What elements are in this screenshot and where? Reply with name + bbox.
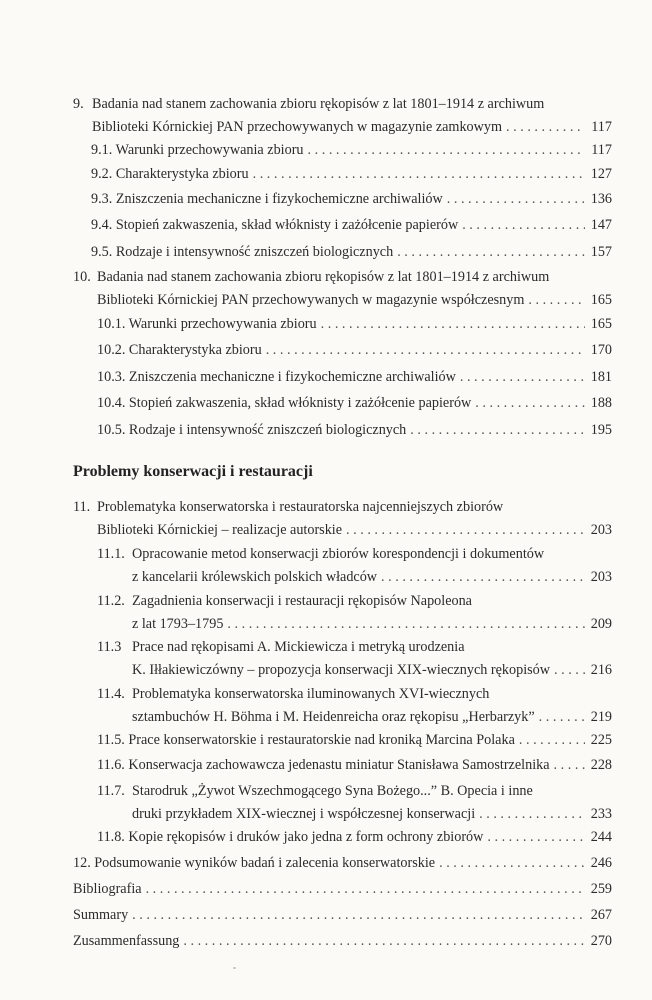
- dot-leader: [253, 163, 585, 186]
- entry-number: 9.: [73, 96, 84, 112]
- page-number: 203: [590, 522, 612, 538]
- toc-entry-10-3: [97, 366, 612, 389]
- toc-entry-bibliography: [73, 878, 612, 901]
- entry-title: 9.5. Rodzaje i intensywność zniszczeń biologicznych: [91, 244, 394, 260]
- dot-leader: [146, 878, 585, 901]
- entry-number: 11.4.: [97, 686, 125, 702]
- entry-title: 9.2. Charakterystyka zbioru: [91, 166, 249, 182]
- entry-title-line1: Problematyka konserwatorska i restauratorska najcenniejszych zbiorów: [97, 499, 504, 515]
- entry-title-line1: Opracowanie metod konserwacji zbiorów korespondencji i dokumentów: [132, 546, 545, 562]
- entry-title: 10.4. Stopień zakwaszenia, skład włóknisty i zażółcenie papierów: [97, 395, 472, 411]
- entry-title-line2: sztambuchów H. Böhma i M. Heidenreicha oraz rękopisu „Herbarzyk”: [132, 709, 535, 725]
- toc-entry-9-3: [91, 188, 612, 211]
- entry-number: 11.: [73, 499, 91, 515]
- toc-entry-11: [73, 496, 612, 542]
- dot-leader: [539, 706, 585, 729]
- entry-title-line2: K. Iłłakiewiczówny – propozycja konserwacji XIX-wiecznych rękopisów: [132, 662, 550, 678]
- entry-title-line2: druki przykładem XIX-wiecznej i współczesnej konserwacji: [132, 806, 476, 822]
- page-number: 270: [590, 933, 612, 949]
- entry-number: 11.2.: [97, 593, 125, 609]
- entry-title: 9.1. Warunki przechowywania zbioru: [91, 142, 304, 158]
- entry-number: 11.1.: [97, 546, 125, 562]
- dot-leader: [266, 339, 585, 362]
- dot-leader: [487, 826, 584, 849]
- dot-leader: [475, 392, 584, 415]
- paper-speck: [233, 967, 236, 969]
- dot-leader: [528, 289, 584, 312]
- dot-leader: [460, 366, 585, 389]
- entry-title: 12. Podsumowanie wyników badań i zalecenia konserwatorskie: [73, 855, 436, 871]
- toc-entry-10-1: [97, 313, 612, 336]
- toc-entry-11-7: [97, 780, 612, 826]
- toc-entry-summary: [73, 904, 612, 927]
- entry-title: 9.3. Zniszczenia mechaniczne i fizykochemiczne archiwaliów: [91, 191, 443, 207]
- page-number: 136: [590, 191, 612, 207]
- dot-leader: [519, 729, 585, 752]
- page-number: 157: [590, 244, 612, 260]
- page-number: 244: [590, 829, 612, 845]
- dot-leader: [554, 659, 585, 682]
- entry-title: 11.6. Konserwacja zachowawcza jedenastu miniatur Stanisława Samostrzelnika: [97, 757, 550, 773]
- toc-entry-9-5: [91, 241, 612, 264]
- toc-entry-10: [73, 266, 612, 312]
- dot-leader: [183, 930, 584, 953]
- dot-leader: [308, 139, 586, 162]
- page-number: 165: [590, 316, 612, 332]
- entry-title: 9.4. Stopień zakwaszenia, skład włóknisty i zażółcenie papierów: [91, 217, 459, 233]
- dot-leader: [439, 852, 585, 875]
- entry-title-line2: z kancelarii królewskich polskich władców: [132, 569, 378, 585]
- toc-entry-12: [73, 852, 612, 875]
- page-number: 165: [590, 292, 612, 308]
- toc-entry-zusammenfassung: [73, 930, 612, 953]
- toc-entry-11-3: [97, 636, 612, 682]
- entry-title: 10.2. Charakterystyka zbioru: [97, 342, 262, 358]
- page-number: 188: [590, 395, 612, 411]
- entry-number: 10.: [73, 269, 91, 285]
- dot-leader: [506, 116, 585, 139]
- entry-title: 10.1. Warunki przechowywania zbioru: [97, 316, 317, 332]
- entry-title-line2: Biblioteki Kórnickiej – realizacje autorskie: [97, 522, 343, 538]
- dot-leader: [346, 519, 585, 542]
- dot-leader: [410, 419, 584, 442]
- dot-leader: [554, 754, 585, 777]
- entry-title: 10.3. Zniszczenia mechaniczne i fizykochemiczne archiwaliów: [97, 369, 456, 385]
- page-number: 209: [590, 616, 612, 632]
- toc-entry-9-2: [91, 163, 612, 186]
- toc-entry-9-4: [91, 214, 612, 237]
- entry-number: 11.7.: [97, 783, 125, 799]
- entry-title: 11.8. Kopie rękopisów i druków jako jedna z form ochrony zbiorów: [97, 829, 484, 845]
- toc-entry-10-4: [97, 392, 612, 415]
- page-number: 219: [590, 709, 612, 725]
- entry-title-line2: Biblioteki Kórnickiej PAN przechowywanych w magazynie zamkowym: [92, 119, 503, 135]
- entry-title: Summary: [73, 907, 129, 923]
- dot-leader: [479, 803, 585, 826]
- page-number: 246: [590, 855, 612, 871]
- toc-entry-11-4: [97, 683, 612, 729]
- page-number: 228: [590, 757, 612, 773]
- page-number: 147: [590, 217, 612, 233]
- page-number: 170: [590, 342, 612, 358]
- entry-title-line1: Badania nad stanem zachowania zbioru rękopisów z lat 1801–1914 z archiwum: [92, 96, 545, 112]
- entry-title-line1: Problematyka konserwatorska iluminowanych XVI-wiecznych: [132, 686, 490, 702]
- toc-entry-9-1: [91, 139, 612, 162]
- entry-title: Bibliografia: [73, 881, 142, 897]
- dot-leader: [381, 566, 585, 589]
- toc-entry-11-8: [97, 826, 612, 849]
- page-number: 267: [590, 907, 612, 923]
- entry-title-line1: Prace nad rękopisami A. Mickiewicza i metryką urodzenia: [132, 639, 465, 655]
- entry-title: 11.5. Prace konserwatorskie i restauratorskie nad kroniką Marcina Polaka: [97, 732, 515, 748]
- dot-leader: [321, 313, 585, 336]
- entry-title-line1: Starodruk „Żywot Wszechmogącego Syna Bożego...” B. Opecia i inne: [132, 783, 533, 799]
- page-number: 216: [590, 662, 612, 678]
- entry-title-line1: Zagadnienia konserwacji i restauracji rękopisów Napoleona: [132, 593, 472, 609]
- dot-leader: [447, 188, 585, 211]
- entry-number: 11.3: [97, 639, 122, 655]
- page-number: 181: [590, 369, 612, 385]
- toc-entry-11-5: [97, 729, 612, 752]
- page-number: 195: [590, 422, 612, 438]
- entry-title-line2: Biblioteki Kórnickiej PAN przechowywanych w magazynie współczesnym: [97, 292, 525, 308]
- toc-entry-11-1: [97, 543, 612, 589]
- page-number: 203: [590, 569, 612, 585]
- page-number: 117: [591, 119, 612, 135]
- page-number: 225: [590, 732, 612, 748]
- dot-leader: [132, 904, 585, 927]
- dot-leader: [397, 241, 585, 264]
- entry-title-line1: Badania nad stanem zachowania zbioru rękopisów z lat 1801–1914 z archiwum: [97, 269, 550, 285]
- toc-entry-11-6: [97, 754, 612, 777]
- toc-entry-10-2: [97, 339, 612, 362]
- entry-title: Zusammenfassung: [73, 933, 180, 949]
- toc-entry-11-2: [97, 590, 612, 636]
- dot-leader: [227, 613, 584, 636]
- entry-title: 10.5. Rodzaje i intensywność zniszczeń biologicznych: [97, 422, 407, 438]
- page-number: 127: [590, 166, 612, 182]
- page-number: 117: [591, 142, 612, 158]
- dot-leader: [462, 214, 585, 237]
- toc-entry-9: [73, 93, 612, 139]
- entry-title-line2: z lat 1793–1795: [132, 616, 224, 632]
- page-number: 259: [590, 881, 612, 897]
- page-number: 233: [590, 806, 612, 822]
- toc-entry-10-5: [97, 419, 612, 442]
- section-heading: Problemy konserwacji i restauracji: [73, 463, 313, 480]
